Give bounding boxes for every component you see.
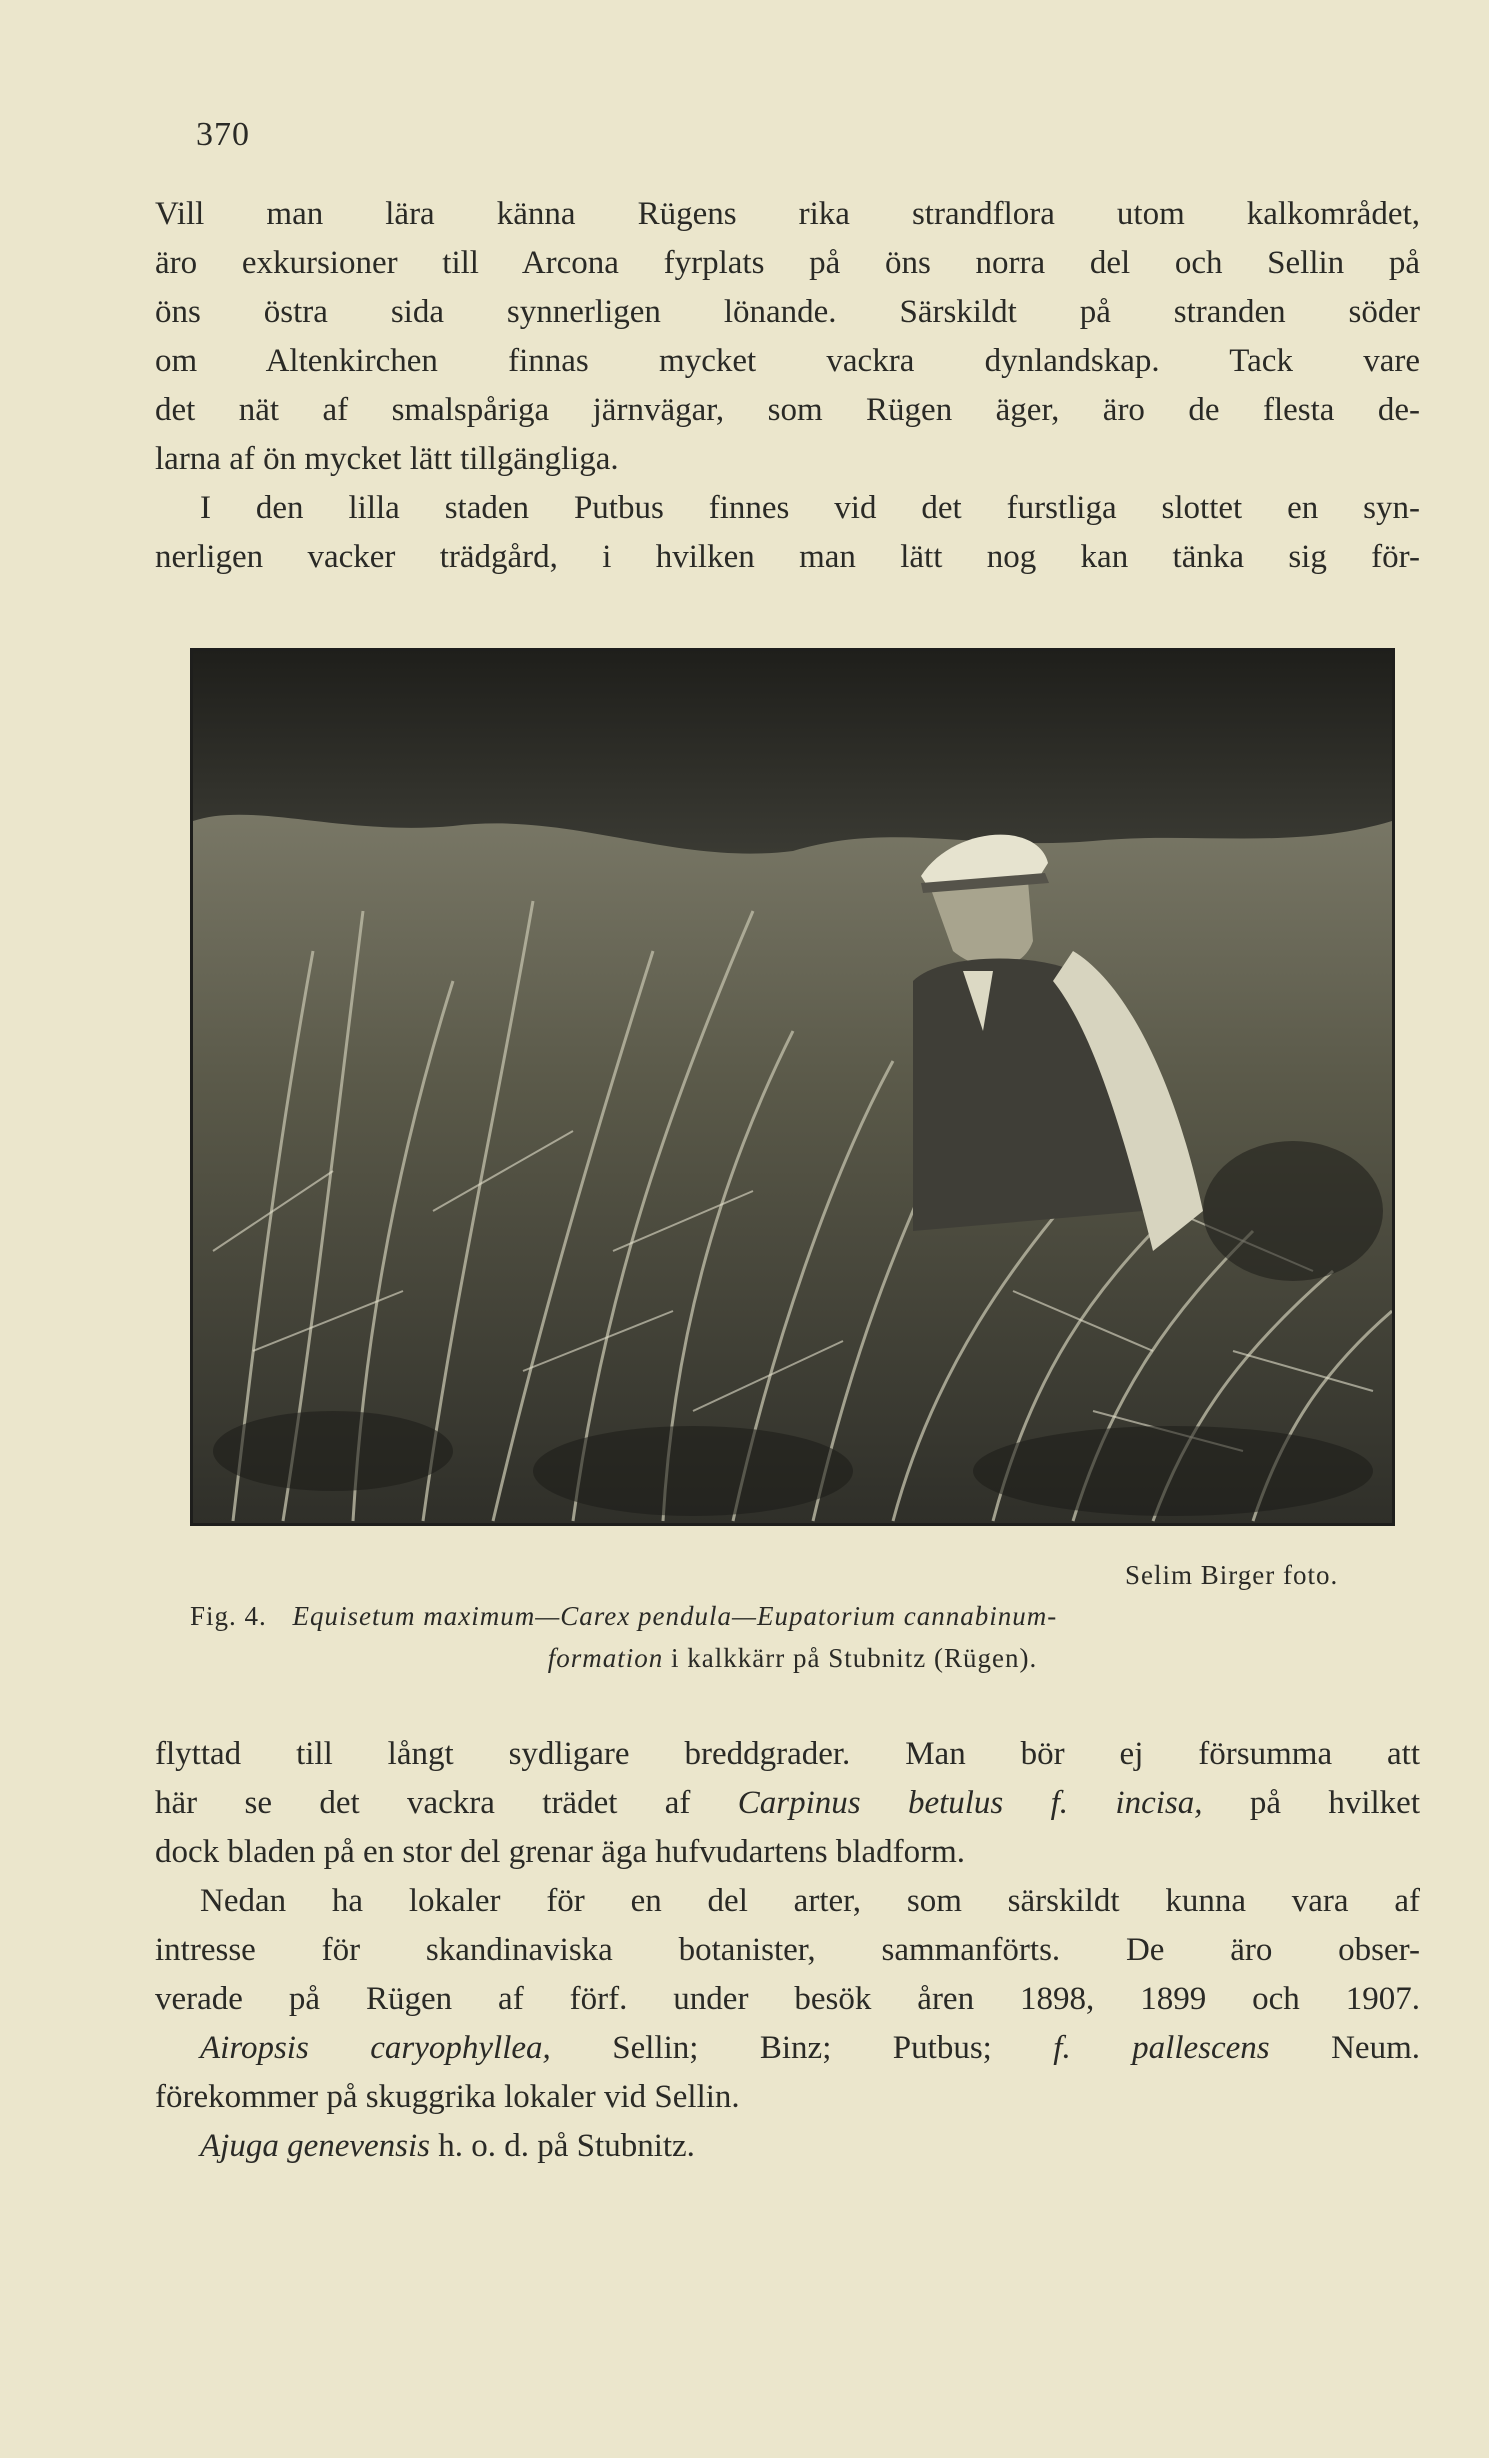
botanist-in-vegetation-photo	[193, 651, 1392, 1523]
text-line: här se det vackra trädet af Carpinus betulus f. incisa, på hvilket	[155, 1785, 1420, 1821]
text-line: förekommer på skuggrika lokaler vid Sellin.	[155, 2079, 740, 2115]
text-line: flyttad till långt sydligare breddgrader. Man bör ej försumma att	[155, 1736, 1420, 1772]
text-line: nerligen vacker trädgård, i hvilken man lätt nog kan tänka sig för-	[155, 539, 1420, 575]
text-line: det nät af smalspåriga järnvägar, som Rügen äger, äro de flesta de-	[155, 392, 1420, 428]
text-line: om Altenkirchen finnas mycket vackra dynlandskap. Tack vare	[155, 343, 1420, 379]
caption-species: Equisetum maximum—Carex pendula—Eupatorium cannabinum-	[292, 1601, 1058, 1631]
paragraph-carpinus	[155, 1730, 1420, 2171]
photo-credit: Selim Birger foto.	[1125, 1560, 1339, 1590]
text-line: äro exkursioner till Arcona fyrplats på öns norra del och Sellin på	[155, 245, 1420, 281]
figure-caption-line-1	[190, 1595, 1395, 1637]
figure-photograph	[190, 648, 1395, 1526]
species-entry-airopsis: Airopsis caryophyllea, Sellin; Binz; Putbus; f. pallescens Neum.	[200, 2030, 1420, 2066]
text-line: I den lilla staden Putbus finnes vid det furstliga slottet en syn-	[200, 490, 1420, 526]
page-number: 370	[196, 116, 250, 153]
caption-formation: formation	[547, 1643, 664, 1673]
species-entry-ajuga: Ajuga genevensis h. o. d. på Stubnitz.	[200, 2128, 695, 2164]
figure-caption-line-2	[190, 1637, 1395, 1679]
text-line: dock bladen på en stor del grenar äga hufvudartens bladform.	[155, 1834, 966, 1870]
text-line: intresse för skandinaviska botanister, sammanförts. De äro obser-	[155, 1932, 1420, 1968]
figure-label: Fig. 4.	[190, 1601, 267, 1631]
caption-location: i kalkkärr på Stubnitz (Rügen).	[663, 1643, 1038, 1673]
text-line: Nedan ha lokaler för en del arter, som särskildt kunna vara af	[200, 1883, 1420, 1919]
text-line: larna af ön mycket lätt tillgängliga.	[155, 441, 619, 477]
text-line: Vill man lära känna Rügens rika strandflora utom kalkområdet,	[155, 196, 1420, 232]
text-line: verade på Rügen af förf. under besök åren 1898, 1899 och 1907.	[155, 1981, 1420, 2017]
paragraph-rugen-strandflora	[155, 190, 1420, 582]
text-line: öns östra sida synnerligen lönande. Särskildt på stranden söder	[155, 294, 1420, 330]
